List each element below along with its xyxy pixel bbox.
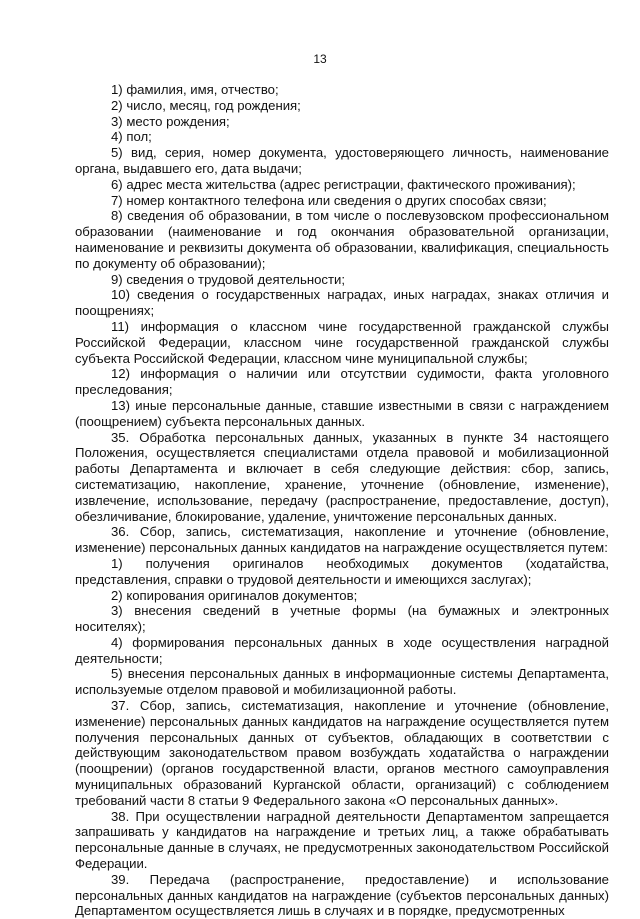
list-item-copying: 2) копирования оригиналов документов;: [111, 587, 358, 603]
list-item-forms: 3) внесения сведений в учетные формы (на бумажных и электронных носителях);: [75, 603, 609, 635]
list-item-criminal-record: 12) информация о наличии или отсутствии судимости, факта уголовного преследования;: [75, 366, 609, 398]
section-36-paragraph: 36. Сбор, запись, систематизация, накопление и уточнение (обновление, изменение) персональных данных кандидатов на награждение осуществляется путем:: [75, 524, 609, 556]
list-item-phone: 7) номер контактного телефона или сведения о других способах связи;: [111, 192, 547, 208]
list-item-address: 6) адрес места жительства (адрес регистрации, фактического проживания);: [111, 176, 576, 192]
list-item-forming: 4) формирования персональных данных в ходе осуществления наградной деятельности;: [75, 634, 609, 666]
list-item-birth-date: 2) число, месяц, год рождения;: [111, 97, 301, 113]
list-item-info-systems: 5) внесения персональных данных в информационные системы Департамента, используемые отделом правовой и мобилизационной работы.: [75, 666, 609, 698]
page-number: 13: [313, 52, 327, 66]
list-item-birth-place: 3) место рождения;: [111, 113, 230, 129]
list-item-sex: 4) пол;: [111, 129, 152, 145]
list-item-originals: 1) получения оригиналов необходимых документов (ходатайства, представления, справки о трудовой деятельности и имеющихся заслугах);: [75, 555, 609, 587]
section-37-paragraph: 37. Сбор, запись, систематизация, накопление и уточнение (обновление, изменение) персональных данных кандидатов на награждение осуществляется путем получения персональных данных от субъектов, обладающих в соответствии с действующим законодательством правом возбуждать ходатайства о награждении (поощрении) (органов государственной власти, органов местного самоуправления муниципальных образований Курганской области, организаций) с соблюдением требований части 8 статьи 9 Федерального закона «О персональных данных».: [75, 698, 609, 808]
document-body: [75, 82, 609, 919]
section-39-paragraph: 39. Передача (распространение, предоставление) и использование персональных данных кандидатов на награждение (субъектов персональных данных) Департаментом осуществляется лишь в случаях и в порядке, предусмотренных: [75, 871, 609, 919]
list-item-surname: 1) фамилия, имя, отчество;: [111, 82, 279, 97]
section-38-paragraph: 38. При осуществлении наградной деятельности Департаментом запрещается запрашивать у кандидатов на награждение и третьих лиц, а также обрабатывать персональные данные в случаях, не предусмотренных законодательством Российской Федерации.: [75, 808, 609, 872]
list-item-education: 8) сведения об образовании, в том числе о послевузовском профессиональном образовании (наименование и год окончания образовательной организации, наименование и реквизиты документа об образовании, квалификация, специальность по документу об образовании);: [75, 208, 609, 271]
list-item-id-document: 5) вид, серия, номер документа, удостоверяющего личность, наименование органа, выдавшего его, дата выдачи;: [75, 145, 609, 176]
list-item-awards: 10) сведения о государственных наградах, иных наградах, знаках отличия и поощрениях;: [75, 287, 609, 319]
list-item-other-data: 13) иные персональные данные, ставшие известными в связи с награждением (поощрением) субъекта персональных данных.: [75, 397, 609, 429]
list-item-class-rank: 11) информация о классном чине государственной гражданской службы Российской Федерации, классном чине государственной гражданской службы субъекта Российской Федерации, классном чине муниципальной службы;: [75, 318, 609, 366]
section-35-paragraph: 35. Обработка персональных данных, указанных в пункте 34 настоящего Положения, осуществляется специалистами отдела правовой и мобилизационной работы Департамента и включает в себя следующие действия: сбор, запись, систематизацию, накопление, хранение, уточнение (обновление, изменение), извлечение, использование, передачу (распространение, предоставление, доступ), обезличивание, блокирование, удаление, уничтожение персональных данных.: [75, 429, 609, 524]
list-item-employment: 9) сведения о трудовой деятельности;: [111, 271, 345, 287]
